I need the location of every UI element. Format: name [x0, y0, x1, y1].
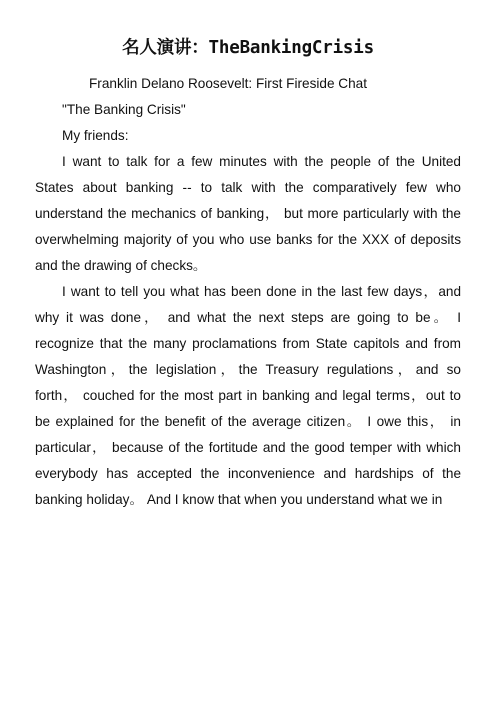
paragraph-1: I want to talk for a few minutes with the people of the United States about banking -- to talk with the comparatively few who understand the mechanics of banking， but more particularly with the overwhelming majority of you who use banks for the XXX of deposits and the drawing of checks。 — [35, 154, 461, 273]
paragraph-2: I want to tell you what has been done in the last few days，and why it was done， and what the next steps are going to be。 I recognize that the many proclamations from State capitols and from Washington，the legislation，the Treasury regulations，and so forth， couched for the most part in banking and legal terms，out to be explained for the benefit of the average citizen。 I owe this， in particular， because of the fortitude and the good temper with which everybody has accepted the inconvenience and hardships of the banking holiday。 And I know that when you understand what we in — [35, 284, 461, 507]
salutation: My friends: — [62, 128, 129, 143]
document-title: 名人演讲：TheBankingCrisis — [122, 38, 374, 58]
document-subtitle: Franklin Delano Roosevelt: First Fireside Chat — [89, 76, 368, 91]
speech-title: "The Banking Crisis" — [62, 102, 186, 117]
document-body — [35, 71, 461, 513]
